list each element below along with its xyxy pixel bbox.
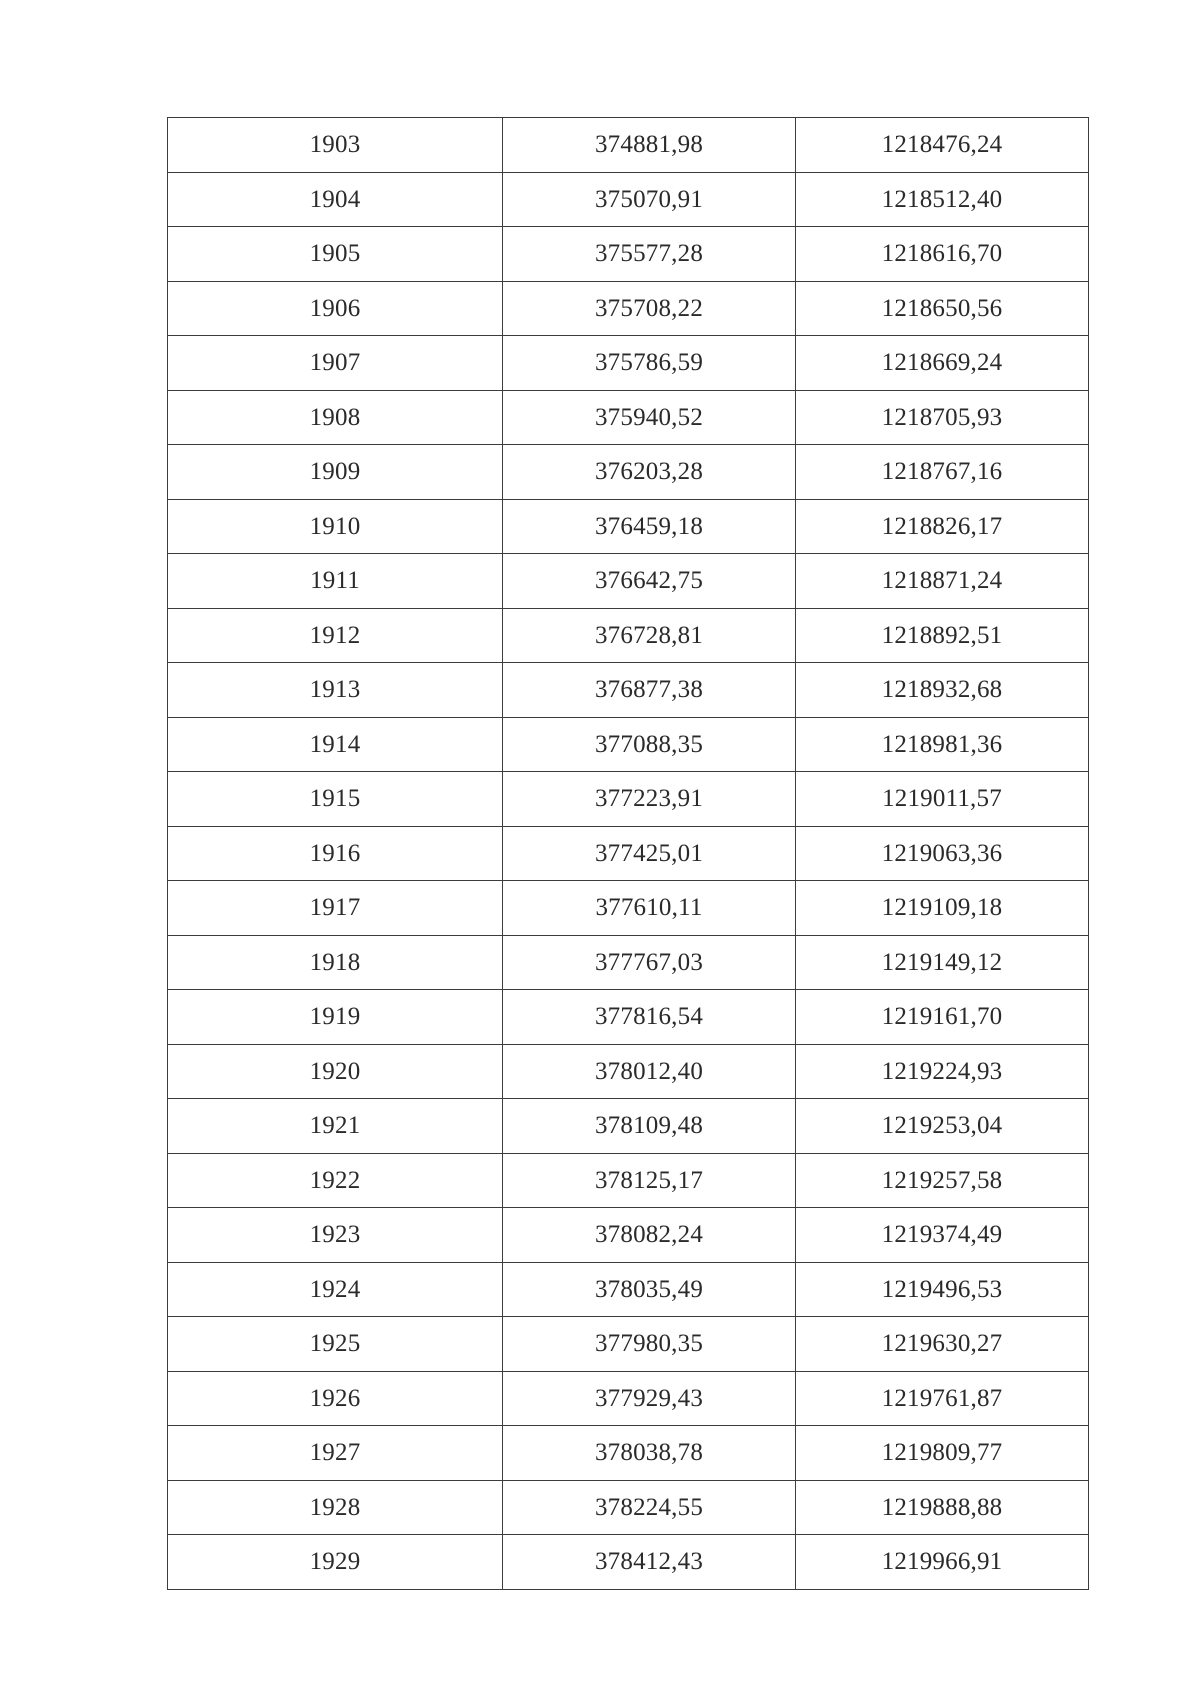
y-coordinate-cell: 1219761,87 [796, 1371, 1089, 1426]
point-number-cell: 1923 [168, 1208, 503, 1263]
point-number-cell: 1904 [168, 172, 503, 227]
y-coordinate-cell: 1218705,93 [796, 390, 1089, 445]
y-coordinate-cell: 1219496,53 [796, 1262, 1089, 1317]
table-row [168, 608, 1089, 663]
y-coordinate-cell: 1219257,58 [796, 1153, 1089, 1208]
y-coordinate-cell: 1219011,57 [796, 772, 1089, 827]
point-number-cell: 1918 [168, 935, 503, 990]
x-coordinate-cell: 376459,18 [503, 499, 796, 554]
point-number-cell: 1927 [168, 1426, 503, 1481]
point-number-cell: 1917 [168, 881, 503, 936]
x-coordinate-cell: 376642,75 [503, 554, 796, 609]
x-coordinate-cell: 377816,54 [503, 990, 796, 1045]
y-coordinate-cell: 1218512,40 [796, 172, 1089, 227]
x-coordinate-cell: 376877,38 [503, 663, 796, 718]
x-coordinate-cell: 377929,43 [503, 1371, 796, 1426]
table-row [168, 445, 1089, 500]
table-row [168, 1099, 1089, 1154]
table-row [168, 499, 1089, 554]
point-number-cell: 1921 [168, 1099, 503, 1154]
table-row [168, 1371, 1089, 1426]
x-coordinate-cell: 375786,59 [503, 336, 796, 391]
point-number-cell: 1928 [168, 1480, 503, 1535]
x-coordinate-cell: 378412,43 [503, 1535, 796, 1590]
x-coordinate-cell: 378082,24 [503, 1208, 796, 1263]
table-row [168, 118, 1089, 173]
y-coordinate-cell: 1218871,24 [796, 554, 1089, 609]
x-coordinate-cell: 375577,28 [503, 227, 796, 282]
y-coordinate-cell: 1218476,24 [796, 118, 1089, 173]
y-coordinate-cell: 1219966,91 [796, 1535, 1089, 1590]
table-row [168, 1426, 1089, 1481]
y-coordinate-cell: 1219109,18 [796, 881, 1089, 936]
y-coordinate-cell: 1218932,68 [796, 663, 1089, 718]
table-row [168, 717, 1089, 772]
y-coordinate-cell: 1219888,88 [796, 1480, 1089, 1535]
coordinates-table [167, 117, 1089, 1590]
x-coordinate-cell: 375708,22 [503, 281, 796, 336]
table-row [168, 336, 1089, 391]
table-row [168, 881, 1089, 936]
x-coordinate-cell: 376203,28 [503, 445, 796, 500]
point-number-cell: 1906 [168, 281, 503, 336]
table-row [168, 1044, 1089, 1099]
point-number-cell: 1903 [168, 118, 503, 173]
x-coordinate-cell: 375070,91 [503, 172, 796, 227]
point-number-cell: 1908 [168, 390, 503, 445]
x-coordinate-cell: 378012,40 [503, 1044, 796, 1099]
point-number-cell: 1911 [168, 554, 503, 609]
table-row [168, 935, 1089, 990]
y-coordinate-cell: 1218650,56 [796, 281, 1089, 336]
table-row [168, 663, 1089, 718]
point-number-cell: 1909 [168, 445, 503, 500]
y-coordinate-cell: 1218981,36 [796, 717, 1089, 772]
x-coordinate-cell: 374881,98 [503, 118, 796, 173]
point-number-cell: 1913 [168, 663, 503, 718]
table-row [168, 227, 1089, 282]
table-row [168, 172, 1089, 227]
x-coordinate-cell: 378109,48 [503, 1099, 796, 1154]
table-row [168, 826, 1089, 881]
point-number-cell: 1905 [168, 227, 503, 282]
x-coordinate-cell: 378038,78 [503, 1426, 796, 1481]
x-coordinate-cell: 377980,35 [503, 1317, 796, 1372]
point-number-cell: 1912 [168, 608, 503, 663]
y-coordinate-cell: 1219374,49 [796, 1208, 1089, 1263]
x-coordinate-cell: 377223,91 [503, 772, 796, 827]
table-row [168, 1208, 1089, 1263]
point-number-cell: 1924 [168, 1262, 503, 1317]
x-coordinate-cell: 377088,35 [503, 717, 796, 772]
table-row [168, 281, 1089, 336]
table-row [168, 1535, 1089, 1590]
point-number-cell: 1915 [168, 772, 503, 827]
coordinates-table-body [168, 118, 1089, 1590]
point-number-cell: 1922 [168, 1153, 503, 1208]
y-coordinate-cell: 1219809,77 [796, 1426, 1089, 1481]
point-number-cell: 1914 [168, 717, 503, 772]
x-coordinate-cell: 376728,81 [503, 608, 796, 663]
table-row [168, 990, 1089, 1045]
y-coordinate-cell: 1219630,27 [796, 1317, 1089, 1372]
point-number-cell: 1920 [168, 1044, 503, 1099]
y-coordinate-cell: 1218616,70 [796, 227, 1089, 282]
point-number-cell: 1907 [168, 336, 503, 391]
table-row [168, 1153, 1089, 1208]
y-coordinate-cell: 1218826,17 [796, 499, 1089, 554]
table-row [168, 1262, 1089, 1317]
y-coordinate-cell: 1219149,12 [796, 935, 1089, 990]
x-coordinate-cell: 378035,49 [503, 1262, 796, 1317]
y-coordinate-cell: 1218767,16 [796, 445, 1089, 500]
point-number-cell: 1910 [168, 499, 503, 554]
table-row [168, 772, 1089, 827]
point-number-cell: 1916 [168, 826, 503, 881]
point-number-cell: 1926 [168, 1371, 503, 1426]
y-coordinate-cell: 1219253,04 [796, 1099, 1089, 1154]
y-coordinate-cell: 1219224,93 [796, 1044, 1089, 1099]
table-row [168, 1317, 1089, 1372]
x-coordinate-cell: 378125,17 [503, 1153, 796, 1208]
point-number-cell: 1919 [168, 990, 503, 1045]
x-coordinate-cell: 377610,11 [503, 881, 796, 936]
table-row [168, 390, 1089, 445]
x-coordinate-cell: 378224,55 [503, 1480, 796, 1535]
y-coordinate-cell: 1218669,24 [796, 336, 1089, 391]
y-coordinate-cell: 1218892,51 [796, 608, 1089, 663]
table-row [168, 554, 1089, 609]
point-number-cell: 1925 [168, 1317, 503, 1372]
point-number-cell: 1929 [168, 1535, 503, 1590]
y-coordinate-cell: 1219161,70 [796, 990, 1089, 1045]
x-coordinate-cell: 377425,01 [503, 826, 796, 881]
x-coordinate-cell: 375940,52 [503, 390, 796, 445]
x-coordinate-cell: 377767,03 [503, 935, 796, 990]
table-row [168, 1480, 1089, 1535]
y-coordinate-cell: 1219063,36 [796, 826, 1089, 881]
